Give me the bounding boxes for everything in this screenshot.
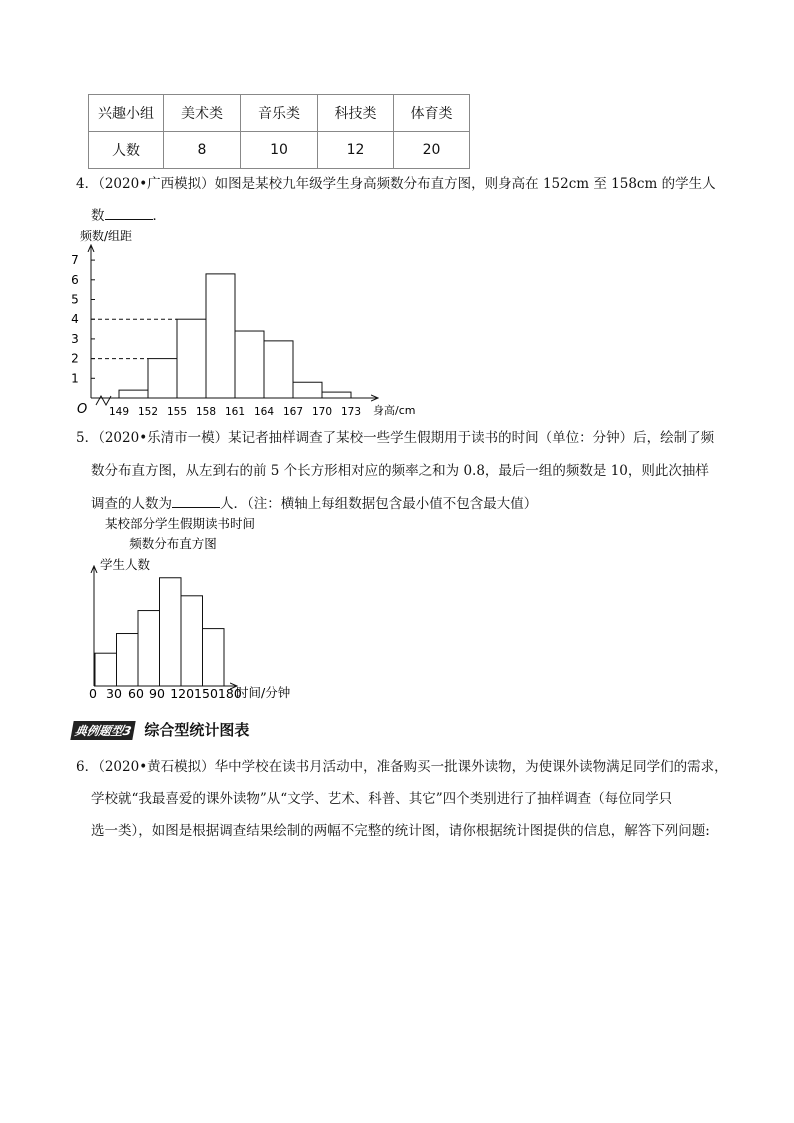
x-tick-label: 149	[108, 406, 130, 418]
axis-break	[96, 396, 111, 405]
table-cell: 美术类	[164, 95, 241, 132]
x-tick-label: 0	[89, 686, 97, 701]
x-tick-label: 30	[106, 686, 122, 701]
chart-title-line-1: 某校部分学生假期读书时间	[104, 516, 256, 531]
histogram-bar	[235, 331, 264, 398]
y-axis-label: 学生人数	[100, 557, 151, 572]
table-cell: 体育类	[394, 95, 470, 132]
x-tick-label: 152	[137, 406, 159, 418]
question-6-line-2: 学校就“我最喜爱的课外读物”从“文学、艺术、科普、其它”四个类别进行了抽样调查（每位同学只	[91, 791, 673, 807]
histogram-bar	[322, 392, 351, 398]
histogram-bar	[203, 629, 225, 686]
histogram-bar	[138, 611, 160, 686]
y-tick-label: 6	[71, 272, 79, 287]
x-tick-label: 164	[253, 406, 275, 418]
x-tick-label: 60	[128, 686, 144, 701]
histogram-bar	[148, 359, 177, 398]
histogram-bar	[119, 390, 148, 398]
question-5-prefix: 调查的人数为	[91, 496, 172, 512]
histogram-bar	[95, 653, 117, 686]
table-cell: 12	[318, 132, 394, 169]
table-cell: 兴趣小组	[89, 95, 164, 132]
section-heading	[72, 719, 249, 740]
x-tick-label: 158	[195, 406, 217, 418]
section-badge: 典例题型3	[70, 721, 136, 740]
y-tick-label: 4	[71, 312, 79, 327]
question-5-line-1: 5．（2020•乐清市一模）某记者抽样调查了某校一些学生假期用于读书的时间（单位：分钟）后，绘制了频	[76, 430, 715, 446]
question-5-line-3	[91, 495, 537, 512]
x-axis-label: 时间/分钟	[236, 685, 291, 700]
histogram-bar	[117, 634, 139, 686]
y-tick-label: 7	[71, 253, 79, 268]
table-cell: 10	[241, 132, 318, 169]
x-axis-label: 身高/cm	[373, 404, 416, 417]
question-4-suffix: ．	[152, 208, 166, 224]
answer-blank	[172, 495, 220, 508]
y-tick-label: 5	[71, 292, 79, 307]
question-4-line-1: 4．（2020•广西模拟）如图是某校九年级学生身高频数分布直方图，则身高在 152cm 至 158cm 的学生人	[76, 176, 716, 192]
table-cell: 音乐类	[241, 95, 318, 132]
histogram-bar	[264, 341, 293, 398]
histogram-bar	[293, 382, 322, 398]
x-tick-label: 167	[282, 406, 304, 418]
chart-title-line-2: 频数分布直方图	[129, 536, 217, 551]
histogram-bar	[177, 319, 206, 398]
table-cell: 人数	[89, 132, 164, 169]
histogram-bar	[206, 274, 235, 398]
y-axis-label: 频数/组距	[80, 229, 133, 243]
x-tick-label: 90	[149, 686, 165, 701]
x-tick-label: 155	[166, 406, 188, 418]
x-tick-label: 161	[224, 406, 246, 418]
table-cell: 科技类	[318, 95, 394, 132]
y-tick-label: 3	[71, 331, 79, 346]
section-title: 综合型统计图表	[144, 721, 250, 739]
question-4-prefix: 数	[91, 208, 105, 224]
question-5-line-2: 数分布直方图，从左到右的前 5 个长方形相对应的频率之和为 0.8，最后一组的频数是 10，则此次抽样	[91, 463, 709, 479]
table-cell: 8	[164, 132, 241, 169]
x-tick-label: 173	[340, 406, 362, 418]
histogram-bar	[181, 596, 203, 686]
table-cell: 20	[394, 132, 470, 169]
x-tick-label: 120150180	[170, 686, 242, 701]
x-tick-label: 170	[311, 406, 333, 418]
y-tick-label: 1	[71, 371, 79, 386]
origin-label: O	[77, 402, 88, 417]
y-tick-label: 2	[71, 351, 79, 366]
question-6-line-3: 选一类），如图是根据调查结果绘制的两幅不完整的统计图，请你根据统计图提供的信息，解答下列问题:	[91, 823, 710, 839]
histogram-bar	[160, 578, 182, 686]
question-5-suffix: 人．（注：横轴上每组数据包含最小值不包含最大值）	[220, 496, 538, 512]
question-6-line-1: 6．（2020•黄石模拟）华中学校在读书月活动中，准备购买一批课外读物，为使课外读物满足同学们的需求，	[76, 759, 728, 775]
